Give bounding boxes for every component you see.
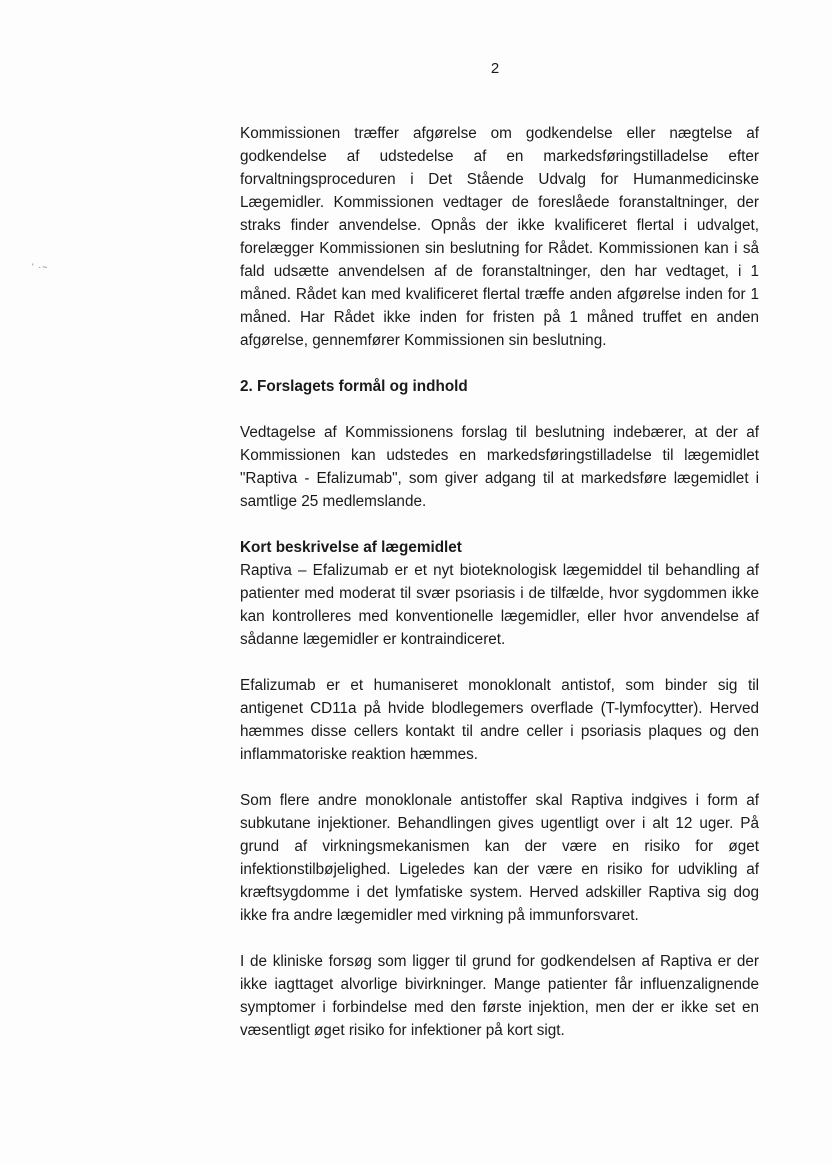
document-body (240, 122, 759, 1042)
subsection-paragraph-4: I de kliniske forsøg som ligger til grund for godkendelsen af Raptiva er der ikke iagttaget alvorlige bivirkninger. Mange patienter får influenzalignende symptomer i forbindelse med den første injektion, men der er ikke set en væsentligt øget risiko for infektioner på kort sigt. (240, 953, 759, 1039)
section-heading: 2. Forslagets formål og indhold (240, 378, 468, 395)
page-number: 2 (490, 60, 500, 77)
subsection-paragraph-3: Som flere andre monoklonale antistoffer skal Raptiva indgives i form af subkutane injektioner. Behandlingen gives ugentligt over i alt 12 uger. På grund af virkningsmekanismen kan der være en risiko for øget infektionstilbøjelighed. Ligeledes kan der være en risiko for udvikling af kræftsygdomme i det lymfatiske system. Herved adskiller Raptiva sig dog ikke fra andre lægemidler med virkning på immunforsvaret. (240, 792, 759, 924)
intro-paragraph: Kommissionen træffer afgørelse om godkendelse eller nægtelse af godkendelse af udstedelse af en markedsføringstilladelse efter forvaltningsproceduren i Det Stående Udvalg for Humanmedicinske Lægemidler. Kommissionen vedtager de foreslåede foranstaltninger, der straks finder anvendelse. Opnås der ikke kvalificeret flertal i udvalget, forelægger Kommissionen sin beslutning for Rådet. Kommissionen kan i så fald udsætte anvendelsen af de foranstaltninger, den har vedtaget, i 1 måned. Rådet kan med kvalificeret flertal træffe anden afgørelse inden for 1 måned. Har Rådet ikke inden for fristen på 1 måned truffet en anden afgørelse, gennemfører Kommissionen sin beslutning. (240, 125, 759, 349)
section-paragraph: Vedtagelse af Kommissionens forslag til beslutning indebærer, at der af Kommissionen kan udstedes en markedsføringstilladelse til lægemidlet "Raptiva - Efalizumab", som giver adgang til at markedsføre lægemidlet i samtlige 25 medlemslande. (240, 424, 759, 510)
subsection-paragraph-2: Efalizumab er et humaniseret monoklonalt antistof, som binder sig til antigenet CD11a på hvide blodlegemers overflade (T-lymfocytter). Herved hæmmes disse cellers kontakt til andre celler i psoriasis plaques og den inflammatoriske reaktion hæmmes. (240, 677, 759, 763)
margin-mark: ' ·~ (32, 262, 49, 272)
subsection-heading: Kort beskrivelse af lægemidlet (240, 539, 462, 556)
subsection-paragraph-1: Raptiva – Efalizumab er et nyt bioteknologisk lægemiddel til behandling af patienter med moderat til svær psoriasis i de tilfælde, hvor sygdommen ikke kan kontrolleres med konventionelle lægemidler, eller hvor anvendelse af sådanne lægemidler er kontraindiceret. (240, 562, 759, 648)
